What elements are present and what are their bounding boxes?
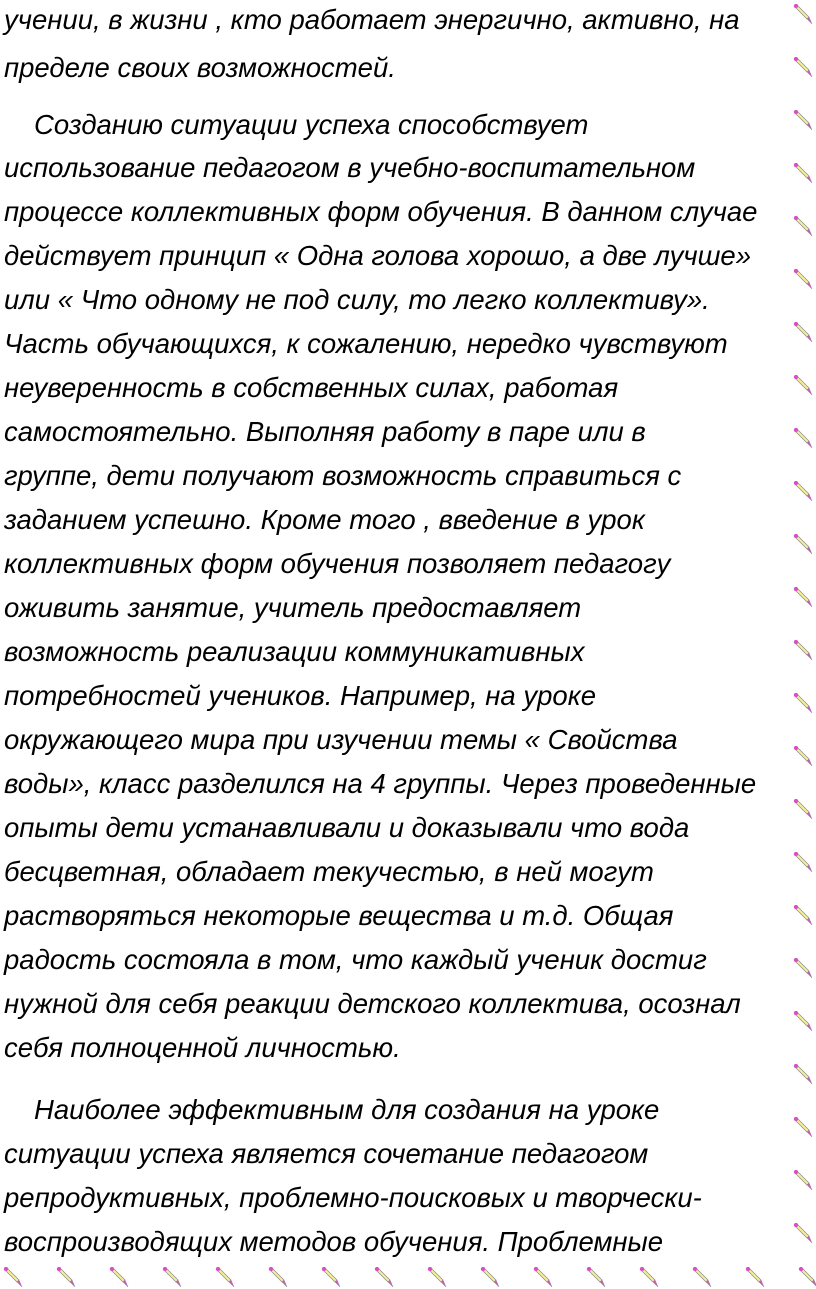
text-line: Созданию ситуации успеха способствует [34, 109, 589, 140]
text-line: группе, дети получают возможность справиться с [4, 460, 682, 491]
pencil-icon [792, 322, 814, 344]
pencil-icon [214, 1267, 236, 1289]
text-line: воспроизводящих методов обучения. Проблемные [4, 1226, 664, 1257]
pencil-icon [638, 1267, 660, 1289]
pencil-icon [267, 1267, 289, 1289]
pencil-icon [792, 640, 814, 662]
pencil-icon [797, 1267, 816, 1289]
text-line: самостоятельно. Выполняя работу в паре или в [4, 416, 646, 447]
pencil-icon [585, 1267, 607, 1289]
pencil-icon [792, 1170, 814, 1192]
pencil-icon [2, 1267, 24, 1289]
pencil-icon [792, 216, 814, 238]
text-line: коллективных форм обучения позволяет педагогу [4, 548, 671, 579]
pencil-icon [108, 1267, 130, 1289]
pencil-icon [792, 4, 814, 26]
pencil-icon [479, 1267, 501, 1289]
pencil-icon [691, 1267, 713, 1289]
pencil-icon [320, 1267, 342, 1289]
pencil-icon [792, 852, 814, 874]
text-line: потребностей учеников. Например, на уроке [4, 680, 596, 711]
pencil-icon [792, 1117, 814, 1139]
text-line: окружающего мира при изучении темы « Свойства [4, 724, 678, 755]
pencil-icon [792, 958, 814, 980]
text-line: действует принцип « Одна голова хорошо, а две лучше» [4, 240, 751, 271]
text-line: неуверенность в собственных силах, работая [4, 372, 619, 403]
pencil-icon [792, 1011, 814, 1033]
pencil-border-right [786, 0, 816, 1289]
pencil-icon [792, 57, 814, 79]
pencil-border-bottom [0, 1267, 816, 1289]
pencil-icon [792, 163, 814, 185]
pencil-icon [792, 110, 814, 132]
pencil-icon [792, 587, 814, 609]
pencil-icon [792, 905, 814, 927]
pencil-icon [792, 375, 814, 397]
text-line: учении, в жизни , кто работает энергично, активно, на [4, 4, 740, 35]
pencil-icon [792, 481, 814, 503]
pencil-icon [792, 799, 814, 821]
pencil-icon [373, 1267, 395, 1289]
pencil-icon [792, 746, 814, 768]
pencil-icon [426, 1267, 448, 1289]
text-line: или « Что одному не под силу, то легко коллективу». [4, 284, 710, 315]
pencil-icon [792, 693, 814, 715]
text-line: Наиболее эффективным для создания на уроке [34, 1094, 660, 1125]
pencil-icon [792, 428, 814, 450]
pencil-icon [744, 1267, 766, 1289]
text-line: воды», класс разделился на 4 группы. Через проведенные [4, 768, 757, 799]
text-line: репродуктивных, проблемно-поисковых и творчески- [4, 1182, 702, 1213]
text-line: растворяться некоторые вещества и т.д. Общая [4, 900, 674, 931]
pencil-icon [532, 1267, 554, 1289]
text-line: использование педагогом в учебно-воспитательном [4, 152, 696, 183]
pencil-icon [792, 534, 814, 556]
text-line: нужной для себя реакции детского коллектива, осознал [4, 988, 741, 1019]
text-line: возможность реализации коммуникативных [4, 636, 585, 667]
text-line: радость состояла в том, что каждый ученик достиг [4, 944, 707, 975]
pencil-icon [161, 1267, 183, 1289]
text-line: Часть обучающихся, к сожалению, нередко чувствуют [4, 328, 728, 359]
pencil-icon [792, 1223, 814, 1245]
text-line: заданием успешно. Кроме того , введение в урок [4, 504, 645, 535]
text-line: пределе своих возможностей. [4, 52, 396, 83]
pencil-icon [792, 1064, 814, 1086]
text-line: себя полноценной личностью. [4, 1032, 401, 1063]
text-line: бесцветная, обладает текучестью, в ней могут [4, 856, 654, 887]
pencil-icon [55, 1267, 77, 1289]
text-line: оживить занятие, учитель предоставляет [4, 592, 582, 623]
text-line: опыты дети устанавливали и доказывали что вода [4, 812, 690, 843]
text-line: процессе коллективных форм обучения. В данном случае [4, 196, 758, 227]
text-line: ситуации успеха является сочетание педагогом [4, 1138, 649, 1169]
pencil-icon [792, 269, 814, 291]
